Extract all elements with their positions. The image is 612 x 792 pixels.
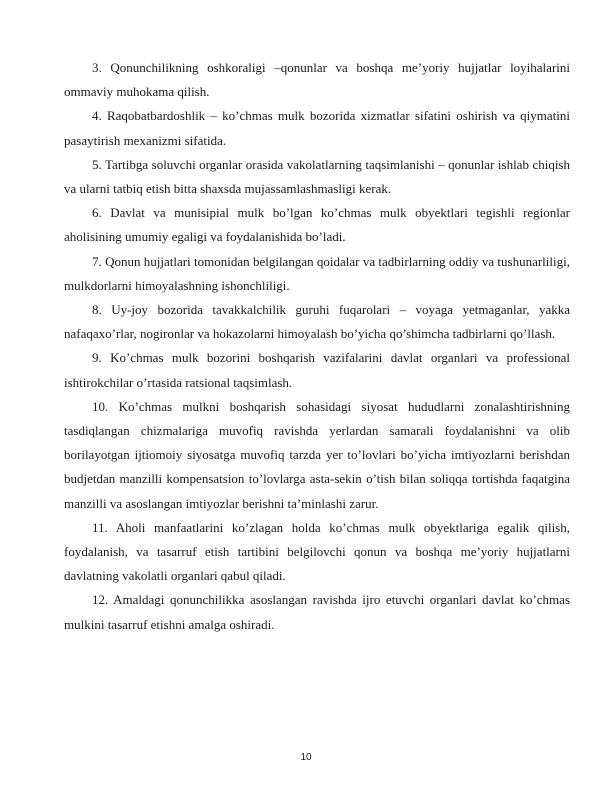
- paragraph-item-10: 10. Ko’chmas mulkni boshqarish sohasidagi siyosat hududlarni zonalashtirishning tasdiqlangan chizmalariga muvofiq ravishda yerlardan samarali foydalanishni va olib borilayotgan ijtiomoiy siyosatga muvofiq tarzda yer to’lovlari bo’yicha imtiyozlarni berishdan budjetdan manzilli kompensatsion to’lovlarga asta-sekin o’tish bilan soliqqa tortishda faqatgina manzilli va asoslangan imtiyozlar berishni ta’minlashi zarur.: [64, 398, 570, 511]
- paragraph-item-11: 11. Aholi manfaatlarini ko’zlagan holda ko’chmas mulk obyektlariga egalik qilish, foydalanish, va tasarruf etish tartibini belgilovchi qonun va boshqa me’yoriy hujjatlarni davlatning vakolatli organlari qabul qiladi.: [64, 519, 570, 584]
- paragraph-item-9: 9. Ko’chmas mulk bozorini boshqarish vazifalarini davlat organlari va professional ishtirokchilar o’rtasida ratsional taqsimlash.: [64, 350, 570, 390]
- paragraph-item-12: 12. Amaldagi qonunchilikka asoslangan ravishda ijro etuvchi organlari davlat ko’chmas mulkini tasarruf etishni amalga oshiradi.: [64, 592, 570, 632]
- paragraph-item-7: 7. Qonun hujjatlari tomonidan belgilangan qoidalar va tadbirlarning oddiy va tushunarliligi, mulkdorlarni himoyalashning ishonchliligi.: [64, 253, 570, 293]
- page-number: 10: [300, 752, 312, 763]
- paragraph-item-5: 5. Tartibga soluvchi organlar orasida vakolatlarning taqsimlanishi – qonunlar ishlab chiqish va ularni tatbiq etish bitta shaxsda mujassamlashmasligi kerak.: [64, 156, 570, 197]
- paragraph-item-4: 4. Raqobatbardoshlik – ko’chmas mulk bozorida xizmatlar sifatini oshirish va qiymatini pasaytirish mexanizmi sifatida.: [64, 108, 570, 148]
- paragraph-item-8: 8. Uy-joy bozorida tavakkalchilik guruhi fuqarolari – voyaga yetmaganlar, yakka nafaqaxo’rlar, nogironlar va hokazolarni himoyalash bo’yicha qo’shimcha tadbirlarni qo’llash.: [64, 302, 570, 342]
- paragraph-item-6: 6. Davlat va munisipial mulk bo’lgan ko’chmas mulk obyektlari tegishli regionlar aholisining umumiy egaligi va foydalanishida bo’ladi.: [64, 205, 570, 245]
- paragraph-item-3: 3. Qonunchilikning oshkoraligi –qonunlar va boshqa me’yoriy hujjatlar loyihalarini ommaviy muhokama qilish.: [64, 60, 570, 100]
- document-body: [64, 56, 570, 637]
